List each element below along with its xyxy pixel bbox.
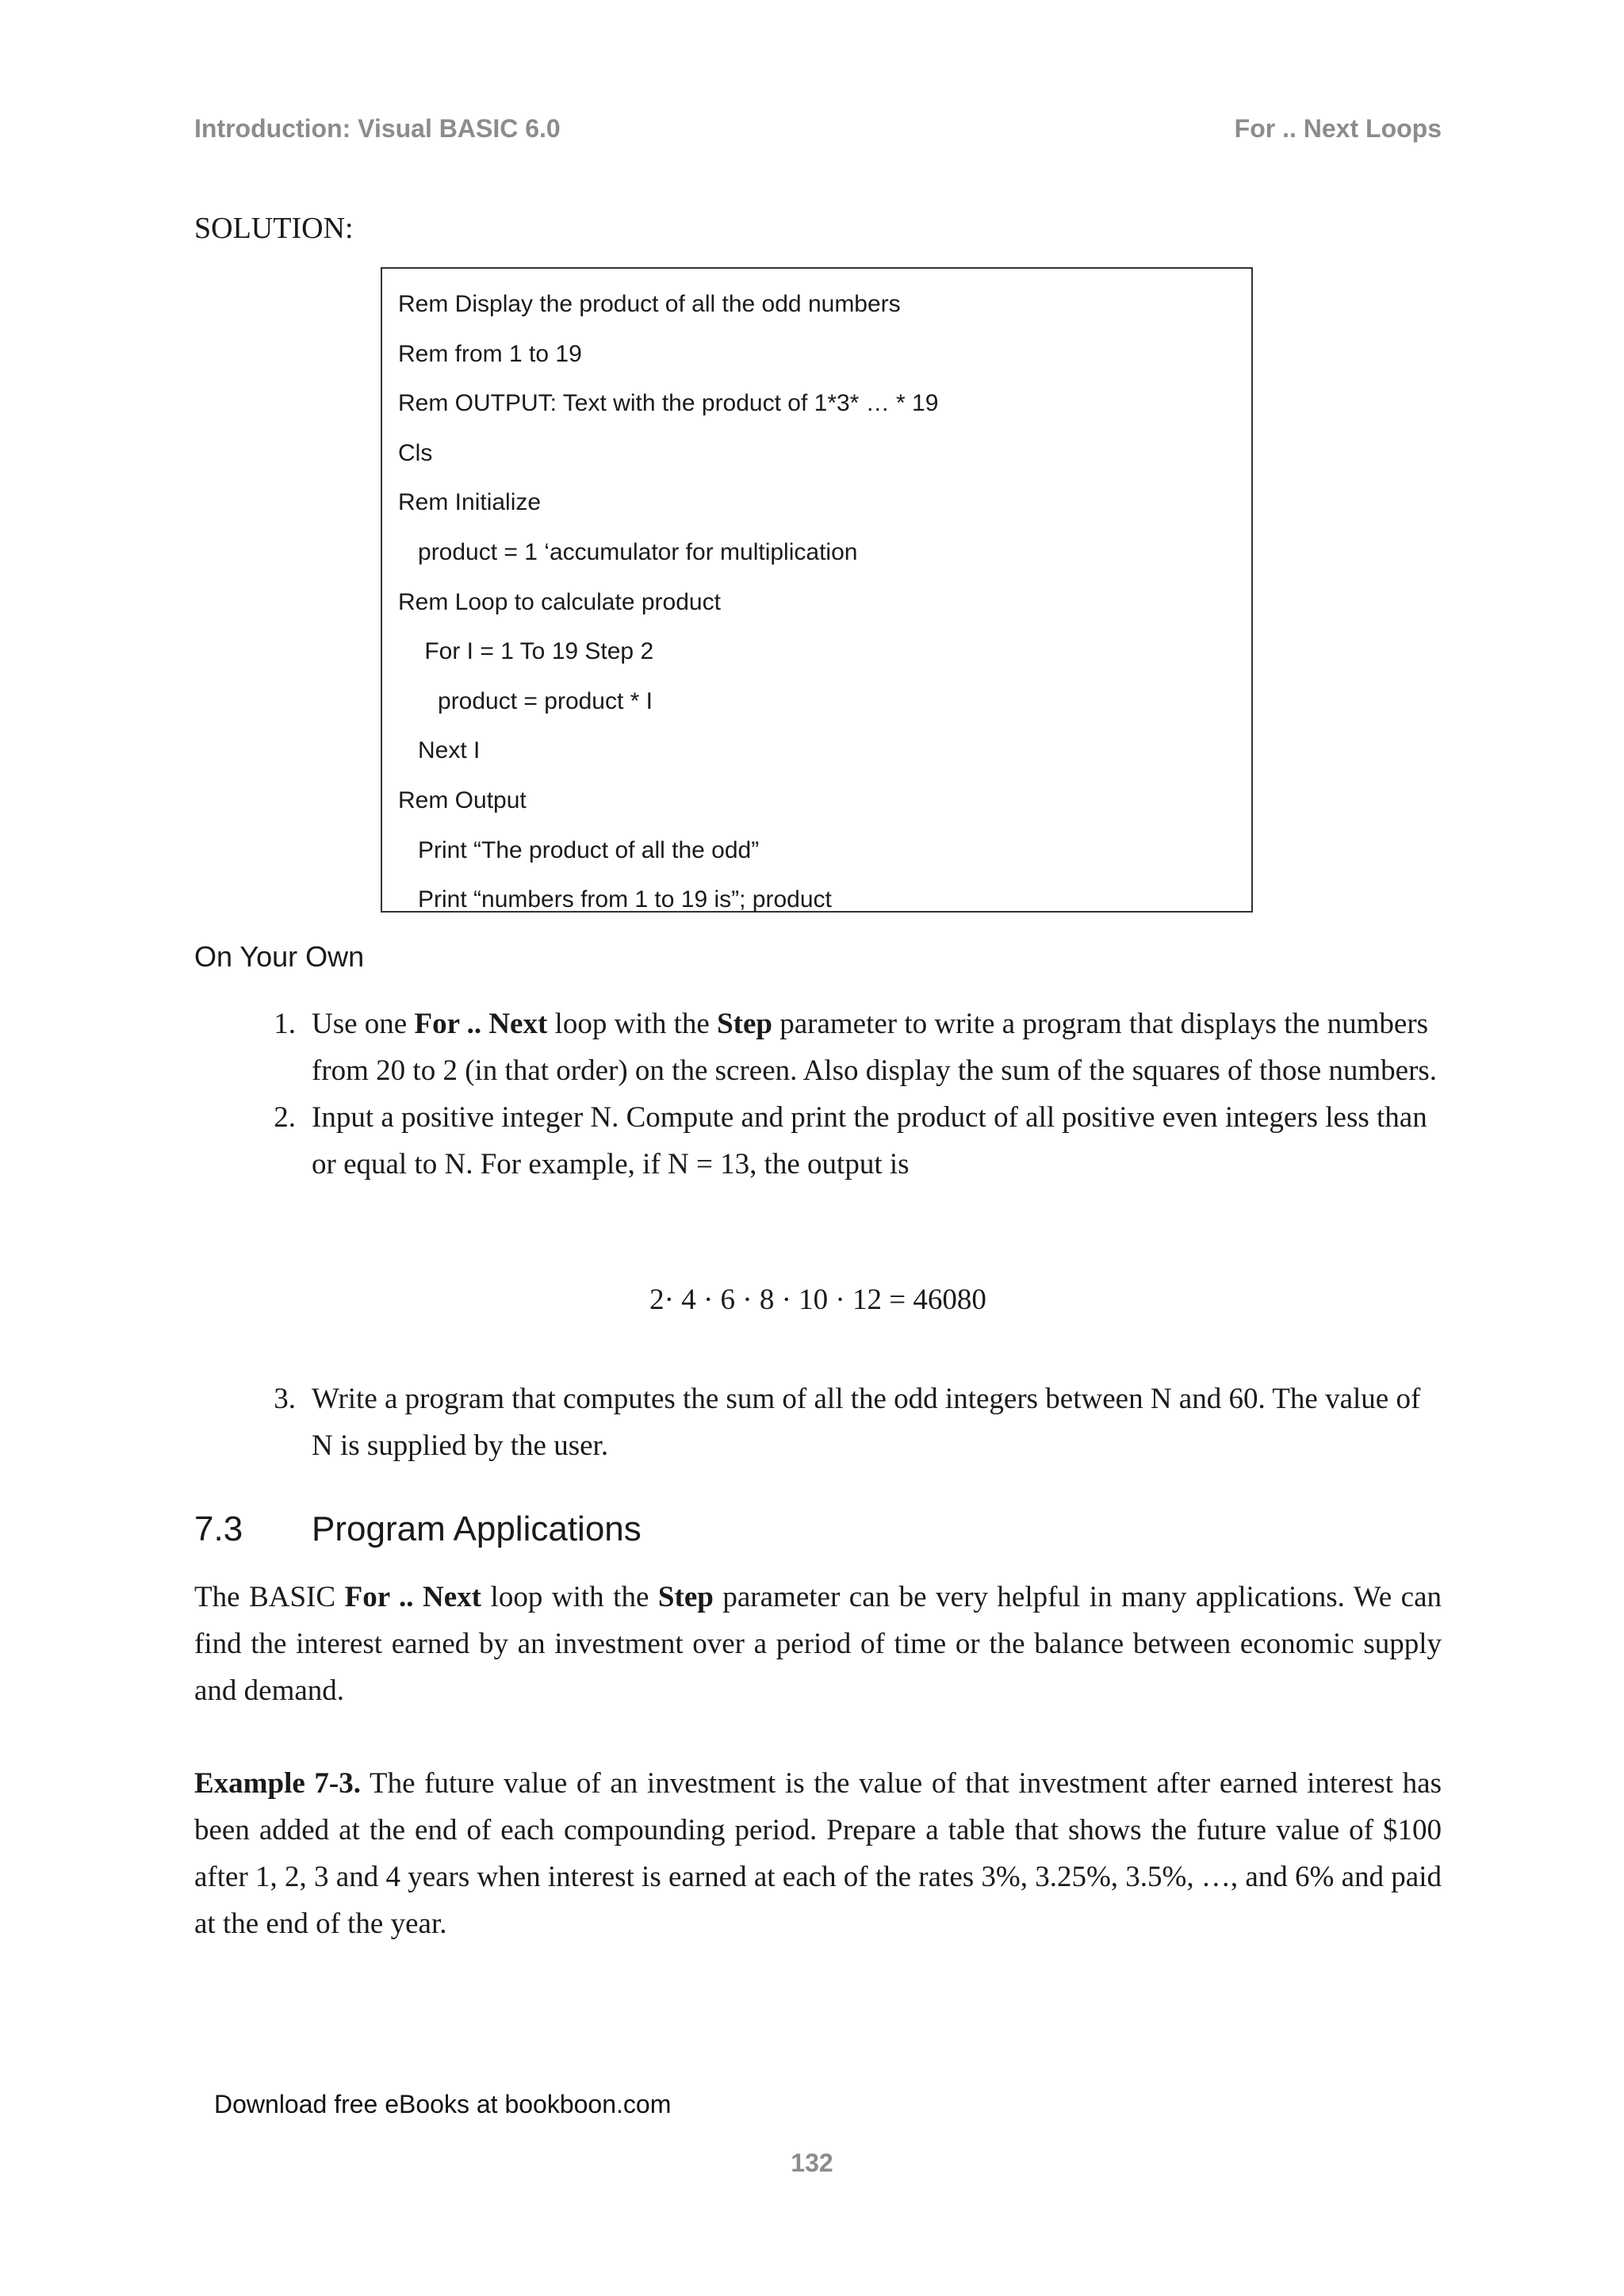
- exercise-number: 2.: [274, 1101, 296, 1134]
- code-line: For I = 1 To 19 Step 2: [398, 638, 654, 665]
- code-line: product = 1 ‘accumulator for multiplication: [398, 538, 858, 565]
- section-title: Program Applications: [312, 1510, 642, 1548]
- code-listing: [381, 267, 1253, 913]
- code-line: product = product * I: [398, 687, 653, 714]
- page-number: 132: [791, 2149, 833, 2177]
- code-line: Next I: [398, 737, 481, 764]
- exercise-list: [194, 1001, 1442, 1188]
- code-line: Rem Loop to calculate product: [398, 588, 721, 615]
- code-line: Rem Display the product of all the odd numbers: [398, 291, 901, 317]
- code-line: Rem Initialize: [398, 489, 542, 516]
- code-line: Cls: [398, 439, 433, 466]
- exercise-item: [194, 1001, 1442, 1094]
- code-line: Rem OUTPUT: Text with the product of 1*3* … * 19: [398, 390, 939, 417]
- intro-paragraph: The BASIC For .. Next loop with the Step parameter can be very helpful in many applications. We can find the interest earned by an investment over a period of time or the balance between economic supply and demand.: [194, 1581, 1442, 1707]
- exercise-number: 3.: [274, 1383, 296, 1415]
- on-your-own-heading: On Your Own: [194, 940, 365, 973]
- exercise-item: [194, 1094, 1442, 1188]
- example-label: Example 7-3.: [194, 1767, 361, 1800]
- download-footer-link[interactable]: Download free eBooks at bookboon.com: [214, 2090, 672, 2118]
- section-number: 7.3: [194, 1510, 243, 1548]
- code-line: Rem from 1 to 19: [398, 340, 582, 367]
- running-header-title: Introduction: Visual BASIC 6.0: [194, 114, 561, 143]
- example-paragraph: Example 7-3. The future value of an investment is the value of that investment after earned interest has been added at the end of each compounding period. Prepare a table that shows the future value of $100 after 1, 2, 3 and 4 years when interest is earned at each of the rates 3%, 3.25%, 3.5%, …, and 6% and paid at the end of the year.: [194, 1767, 1442, 1940]
- exercise-text: Input a positive integer N. Compute and print the product of all positive even integers less than or equal to N. For example, if N = 13, the output is: [312, 1101, 1427, 1181]
- exercise-number: 1.: [274, 1008, 296, 1040]
- exercise-list-continued: [194, 1376, 1442, 1469]
- example-formula: 2· 4 · 6 · 8 · 10 · 12 = 46080: [649, 1284, 986, 1316]
- exercise-text: Write a program that computes the sum of all the odd integers between N and 60. The value of N is supplied by the user.: [312, 1383, 1421, 1462]
- exercise-item: [194, 1376, 1442, 1469]
- section-heading: [194, 1510, 642, 1549]
- code-line: Rem Output: [398, 786, 527, 813]
- solution-label: SOLUTION:: [194, 212, 354, 245]
- running-header-chapter: For .. Next Loops: [1234, 114, 1442, 143]
- exercise-text: Use one For .. Next loop with the Step parameter to write a program that displays the numbers from 20 to 2 (in that order) on the screen. Also display the sum of the squares of those numbers.: [312, 1008, 1438, 1087]
- code-line: Print “The product of all the odd”: [398, 836, 760, 863]
- code-line: Print “numbers from 1 to 19 is”; product: [398, 886, 832, 913]
